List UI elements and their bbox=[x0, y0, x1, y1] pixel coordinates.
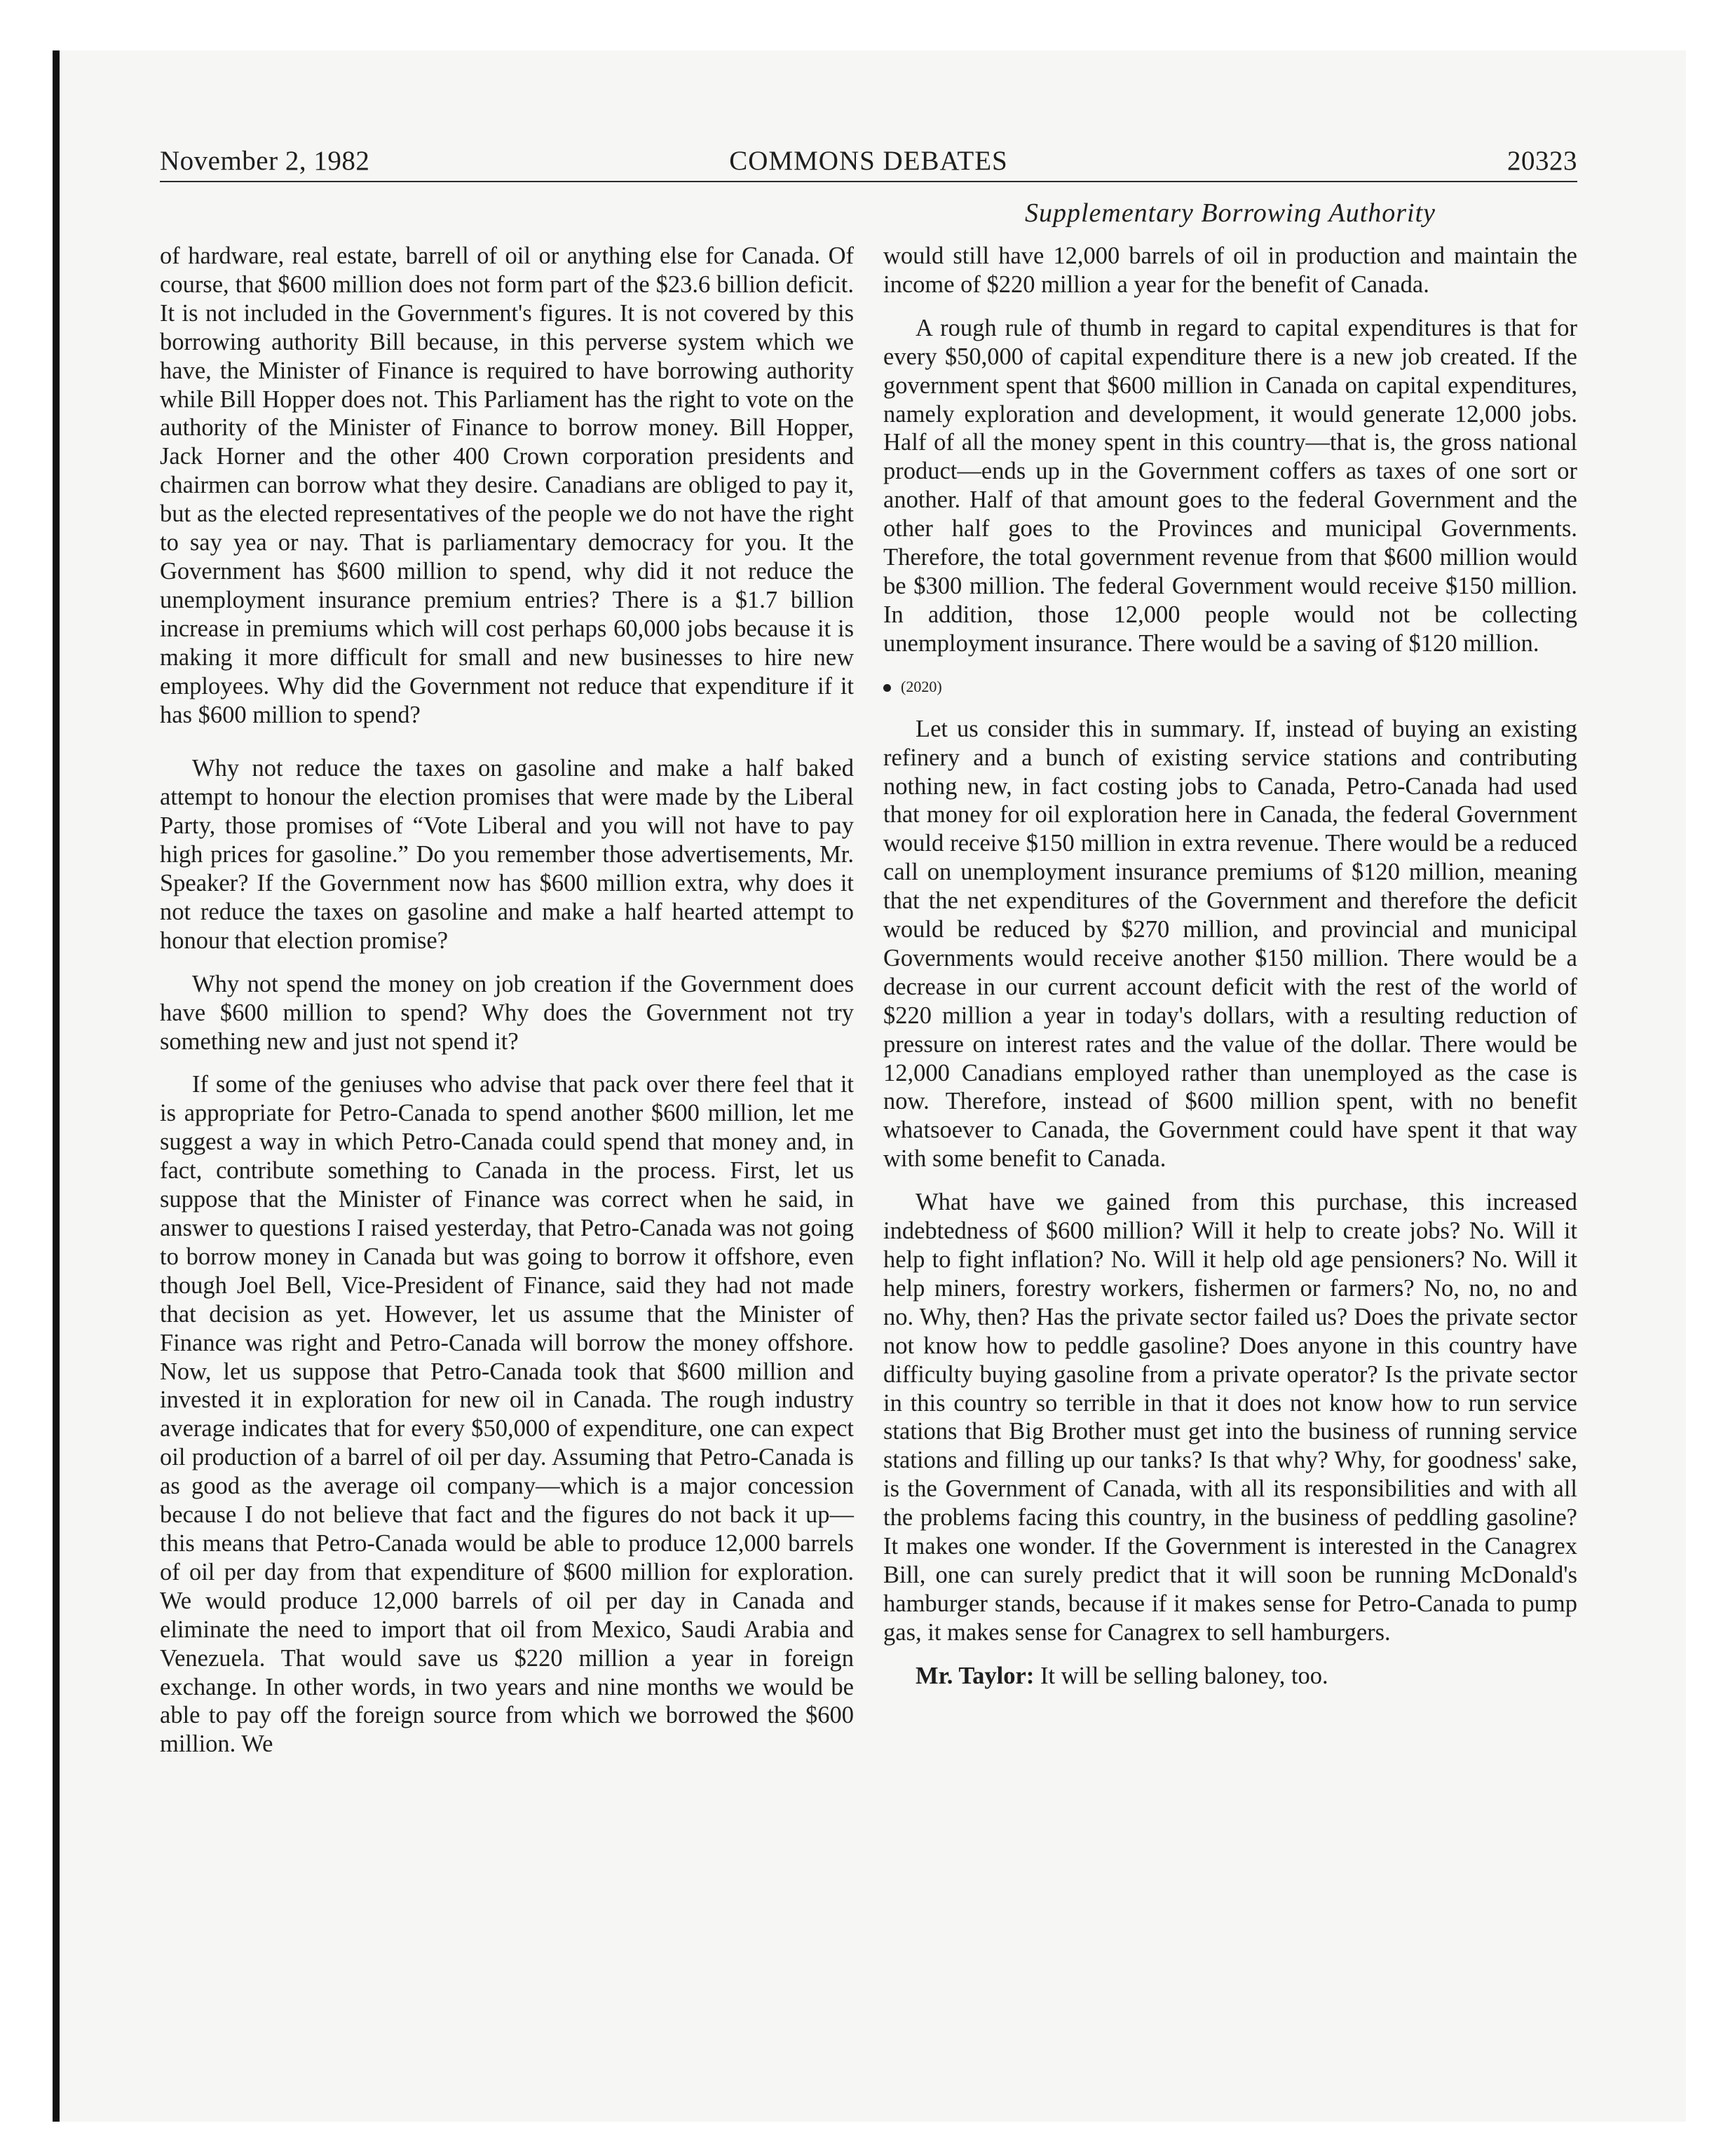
binding-edge bbox=[53, 50, 60, 2122]
time-marker bbox=[883, 673, 1577, 715]
time-marker-label: (2020) bbox=[901, 677, 942, 695]
speaker-remark: It will be selling baloney, too. bbox=[1040, 1662, 1328, 1689]
paragraph: A rough rule of thumb in regard to capital expenditures is that for every $50,000 of capital expenditure there is a new job created. If the government spent that $600 million in Canada on capital expenditures, namely exploration and development, it would generate 12,000 jobs. Half of all the money spent in this country—that is, the gross national product—ends up in the Government coffers as taxes of one sort or another. Half of that amount goes to the federal Government and the other half goes to the Provinces and municipal Governments. Therefore, the total government revenue from that $600 million would be $300 million. The federal Government would receive $150 million. In addition, those 12,000 people would not be collecting unemployment insurance. There would be a saving of $120 million. bbox=[883, 314, 1577, 657]
paragraph: Why not reduce the taxes on gasoline and make a half baked attempt to honour the election promises that were made by the Liberal Party, those promises of “Vote Liberal and you will not have to pay high prices for gasoline.” Do you remember those advertisements, Mr. Speaker? If the Government now has $600 million extra, why does it not reduce the taxes on gasoline and make a half hearted attempt to honour that election promise? bbox=[160, 755, 854, 954]
paragraph: Let us consider this in summary. If, instead of buying an existing refinery and a bunch of existing service stations and contributing nothing new, in fact costing jobs to Canada, Petro-Canada had used that money for oil exploration here in Canada, the federal Government would receive $150 million in extra revenue. There would be a reduced call on unemployment insurance premiums of $120 million, meaning that the net expenditures of the Government and therefore the deficit would be reduced by $270 million, and provincial and municipal Governments would receive another $150 million. There would be a decrease in our current account deficit with the rest of the world of $220 million a year in today's dollars, with a resulting reduction of pressure on interest rates and the value of the dollar. There would be 12,000 Canadians employed rather than unemployed as the case is now. Therefore, instead of $600 million spent, with no benefit whatsoever to Canada, the Government could have spent it that way with some benefit to Canada. bbox=[883, 715, 1577, 1173]
paragraph: of hardware, real estate, barrell of oil or anything else for Canada. Of course, that $600 million does not form part of the $23.6 billion deficit. It is not included in the Government's figures. It is not covered by this borrowing authority Bill because, in this perverse system which we have, the Minister of Finance is required to have borrowing authority while Bill Hopper does not. This Parliament has the right to vote on the authority of the Minister of Finance to borrow money. Bill Hopper, Jack Horner and the other 400 Crown corporation presidents and chairmen can borrow what they desire. Canadians are obliged to pay it, but as the elected representatives of the people we do not have the right to say yea or nay. That is parliamentary democracy for you. It the Government has $600 million to spend, why did it not reduce the unemployment insurance premium entries? There is a $1.7 billion increase in premiums which will cost perhaps 60,000 jobs because it is making it more difficult for small and new businesses to hire new employees. Why did the Government not reduce that expenditure if it has $600 million to spend? bbox=[160, 243, 854, 728]
paragraph: Why not spend the money on job creation if the Government does have $600 million to spend? Why does the Government not try something new and just not spend it? bbox=[160, 970, 854, 1055]
topic-heading: Supplementary Borrowing Authority bbox=[1024, 198, 1436, 228]
running-head bbox=[160, 145, 1577, 184]
speaker-name: Mr. Taylor: bbox=[916, 1662, 1035, 1689]
header-journal-title: COMMONS DEBATES bbox=[729, 146, 1008, 176]
bullet-icon bbox=[883, 684, 891, 692]
right-column bbox=[883, 242, 1577, 1705]
speaker-line bbox=[883, 1662, 1577, 1691]
left-column bbox=[160, 242, 854, 1773]
header-date: November 2, 1982 bbox=[160, 146, 370, 176]
header-page-number: 20323 bbox=[1507, 146, 1577, 176]
header-rule bbox=[160, 181, 1577, 182]
paragraph: What have we gained from this purchase, this increased indebtedness of $600 million? Will it help to create jobs? No. Will it help to fight inflation? No. Will it help old age pensioners? No. Will it help miners, forestry workers, fishermen or farmers? No, no, no and no. Why, then? Has the private sector failed us? Does the private sector not know how to peddle gasoline? Does anyone in this country have difficulty buying gasoline from a private operator? Is the private sector in this country so terrible in that it does not know how to run service stations that Big Brother must get into the business of running service stations and filling up our tanks? Is that why? Why, for goodness' sake, is the Government of Canada, with all its responsibilities and with all the problems facing this country, in the business of peddling gasoline? It makes one wonder. If the Government is interested in the Canagrex Bill, one can surely predict that it will soon be running McDonald's hamburger stands, because if it makes sense for Petro-Canada to pump gas, it makes sense for Canagrex to sell hamburgers. bbox=[883, 1189, 1577, 1646]
paragraph: would still have 12,000 barrels of oil in production and maintain the income of $220 million a year for the benefit of Canada. bbox=[883, 243, 1577, 298]
paragraph: If some of the geniuses who advise that pack over there feel that it is appropriate for Petro-Canada to spend another $600 million, let me suggest a way in which Petro-Canada could spend that money and, in fact, contribute something to Canada in the process. First, let us suppose that the Minister of Finance was correct when he said, in answer to questions I raised yesterday, that Petro-Canada was not going to borrow money in Canada but was going to borrow it offshore, even though Joel Bell, Vice-President of Finance, said they had not made that decision as yet. However, let us assume that the Minister of Finance was right and Petro-Canada will borrow the money offshore. Now, let us suppose that Petro-Canada took that $600 million and invested it in exploration for new oil in Canada. The rough industry average indicates that for every $50,000 of expenditure, one can expect oil production of a barrel of oil per day. Assuming that Petro-Canada is as good as the average oil company—which is a major concession because I do not believe that fact and the figures do not back it up—this means that Petro-Canada would be able to produce 12,000 barrels of oil per day from that expenditure of $600 million for exploration. We would produce 12,000 barrels of oil per day in Canada and eliminate the need to import that oil from Mexico, Saudi Arabia and Venezuela. That would save us $220 million a year in foreign exchange. In other words, in two years and nine months we would be able to pay off the foreign source from which we borrowed the $600 million. We bbox=[160, 1071, 854, 1758]
